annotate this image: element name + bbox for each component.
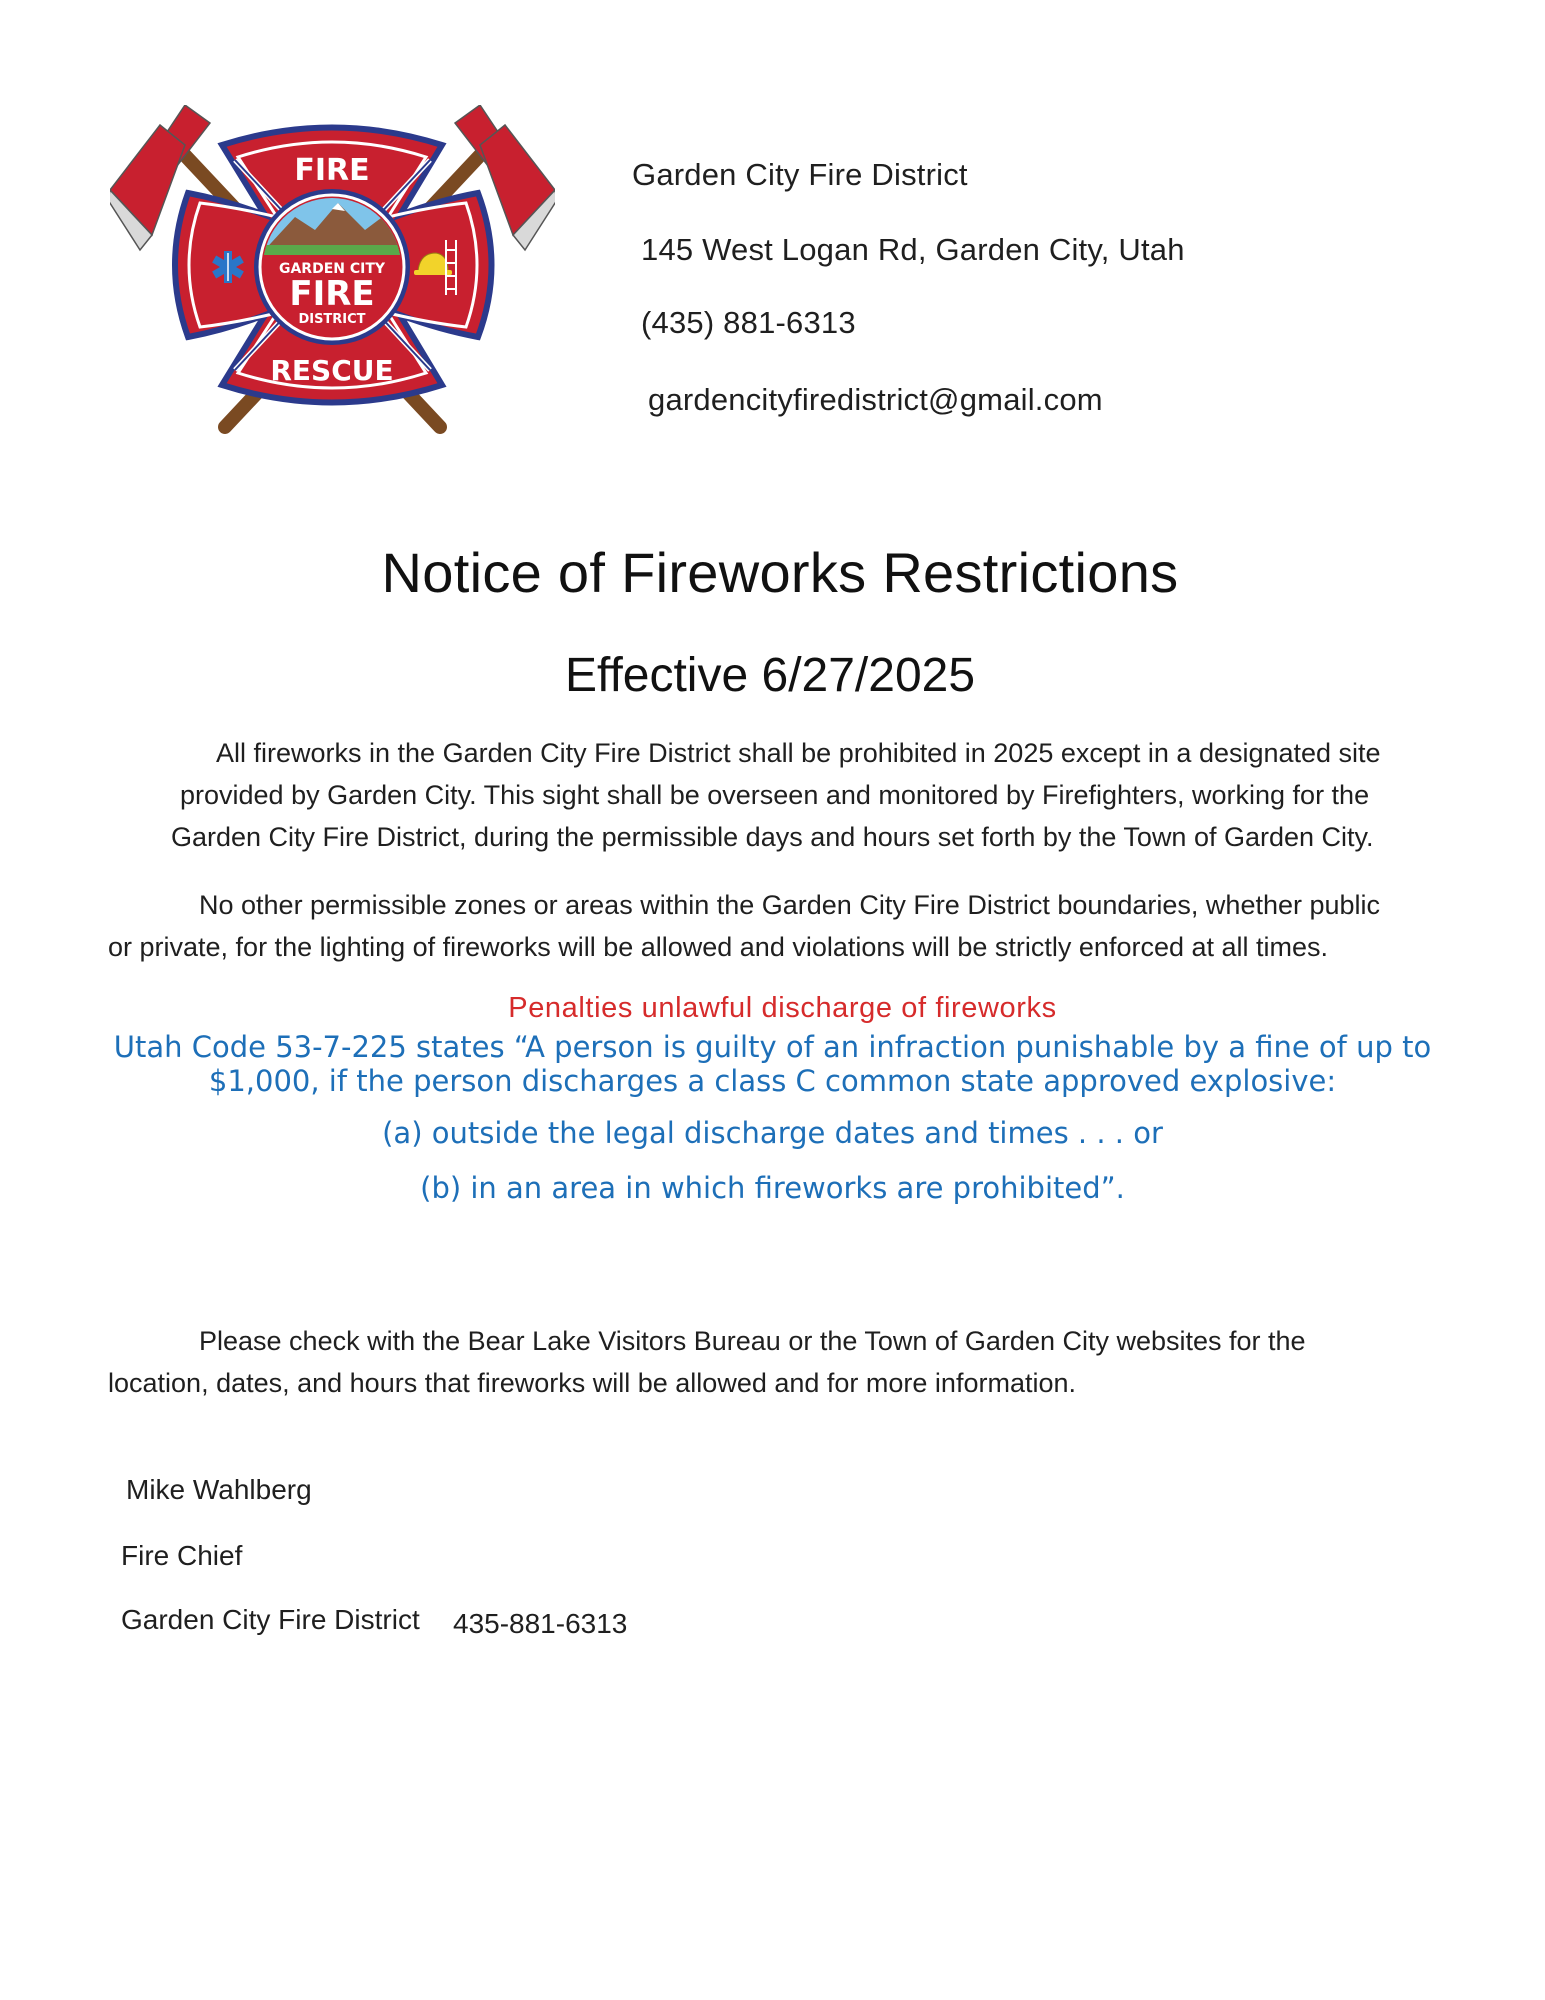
logo-center-line1: GARDEN CITY bbox=[278, 261, 386, 277]
logo-bottom-text: RESCUE bbox=[270, 354, 394, 387]
page-title bbox=[0, 540, 1545, 605]
paragraph3-line2: location, dates, and hours that fireworks will be allowed and for more information. bbox=[108, 1368, 1076, 1398]
logo-center-line3: DISTRICT bbox=[298, 312, 366, 327]
paragraph2-line1: No other permissible zones or areas within the Garden City Fire District boundaries, whether public bbox=[199, 890, 1381, 920]
contact-phone: (435) 881-6313 bbox=[641, 305, 856, 340]
paragraph2-line2: or private, for the lighting of fireworks will be allowed and violations will be strictly enforced at all times. bbox=[108, 932, 1329, 962]
effective-date bbox=[0, 648, 1545, 703]
paragraph1-line1: All fireworks in the Garden City Fire District shall be prohibited in 2025 except in a designated site bbox=[216, 738, 1381, 768]
logo-center-line2: FIRE bbox=[289, 274, 375, 314]
penalties-heading bbox=[0, 992, 1545, 1025]
penalty-item-b: (b) in an area in which fireworks are prohibited”. bbox=[420, 1171, 1125, 1205]
contact-email: gardencityfiredistrict@gmail.com bbox=[648, 382, 1103, 417]
signature-title: Fire Chief bbox=[121, 1540, 243, 1571]
utah-code-line1: Utah Code 53-7-225 states “A person is guilty of an infraction punishable by a fine of up to bbox=[113, 1030, 1432, 1064]
signature-phone: 435-881-6313 bbox=[453, 1608, 628, 1639]
penalty-item-a: (a) outside the legal discharge dates and times . . . or bbox=[382, 1116, 1163, 1150]
signature-organization: Garden City Fire District bbox=[121, 1604, 420, 1635]
penalties-heading-text: Penalties unlawful discharge of fireworks bbox=[508, 992, 1057, 1024]
paragraph1-line2: provided by Garden City. This sight shall be overseen and monitored by Firefighters, working for the bbox=[180, 780, 1370, 810]
paragraph3-line1: Please check with the Bear Lake Visitors Bureau or the Town of Garden City websites for the bbox=[199, 1326, 1306, 1356]
fire-district-logo bbox=[110, 105, 555, 440]
logo-top-text: FIRE bbox=[294, 153, 370, 188]
signature-name: Mike Wahlberg bbox=[126, 1474, 312, 1505]
paragraph1-line3: Garden City Fire District, during the permissible days and hours set forth by the Town of Garden City. bbox=[171, 822, 1374, 852]
effective-date-text: Effective 6/27/2025 bbox=[564, 649, 976, 702]
contact-name: Garden City Fire District bbox=[632, 157, 968, 192]
contact-address: 145 West Logan Rd, Garden City, Utah bbox=[641, 232, 1185, 267]
utah-code-line2: $1,000, if the person discharges a class C common state approved explosive: bbox=[208, 1064, 1337, 1098]
page-title-text: Notice of Fireworks Restrictions bbox=[381, 541, 1179, 604]
